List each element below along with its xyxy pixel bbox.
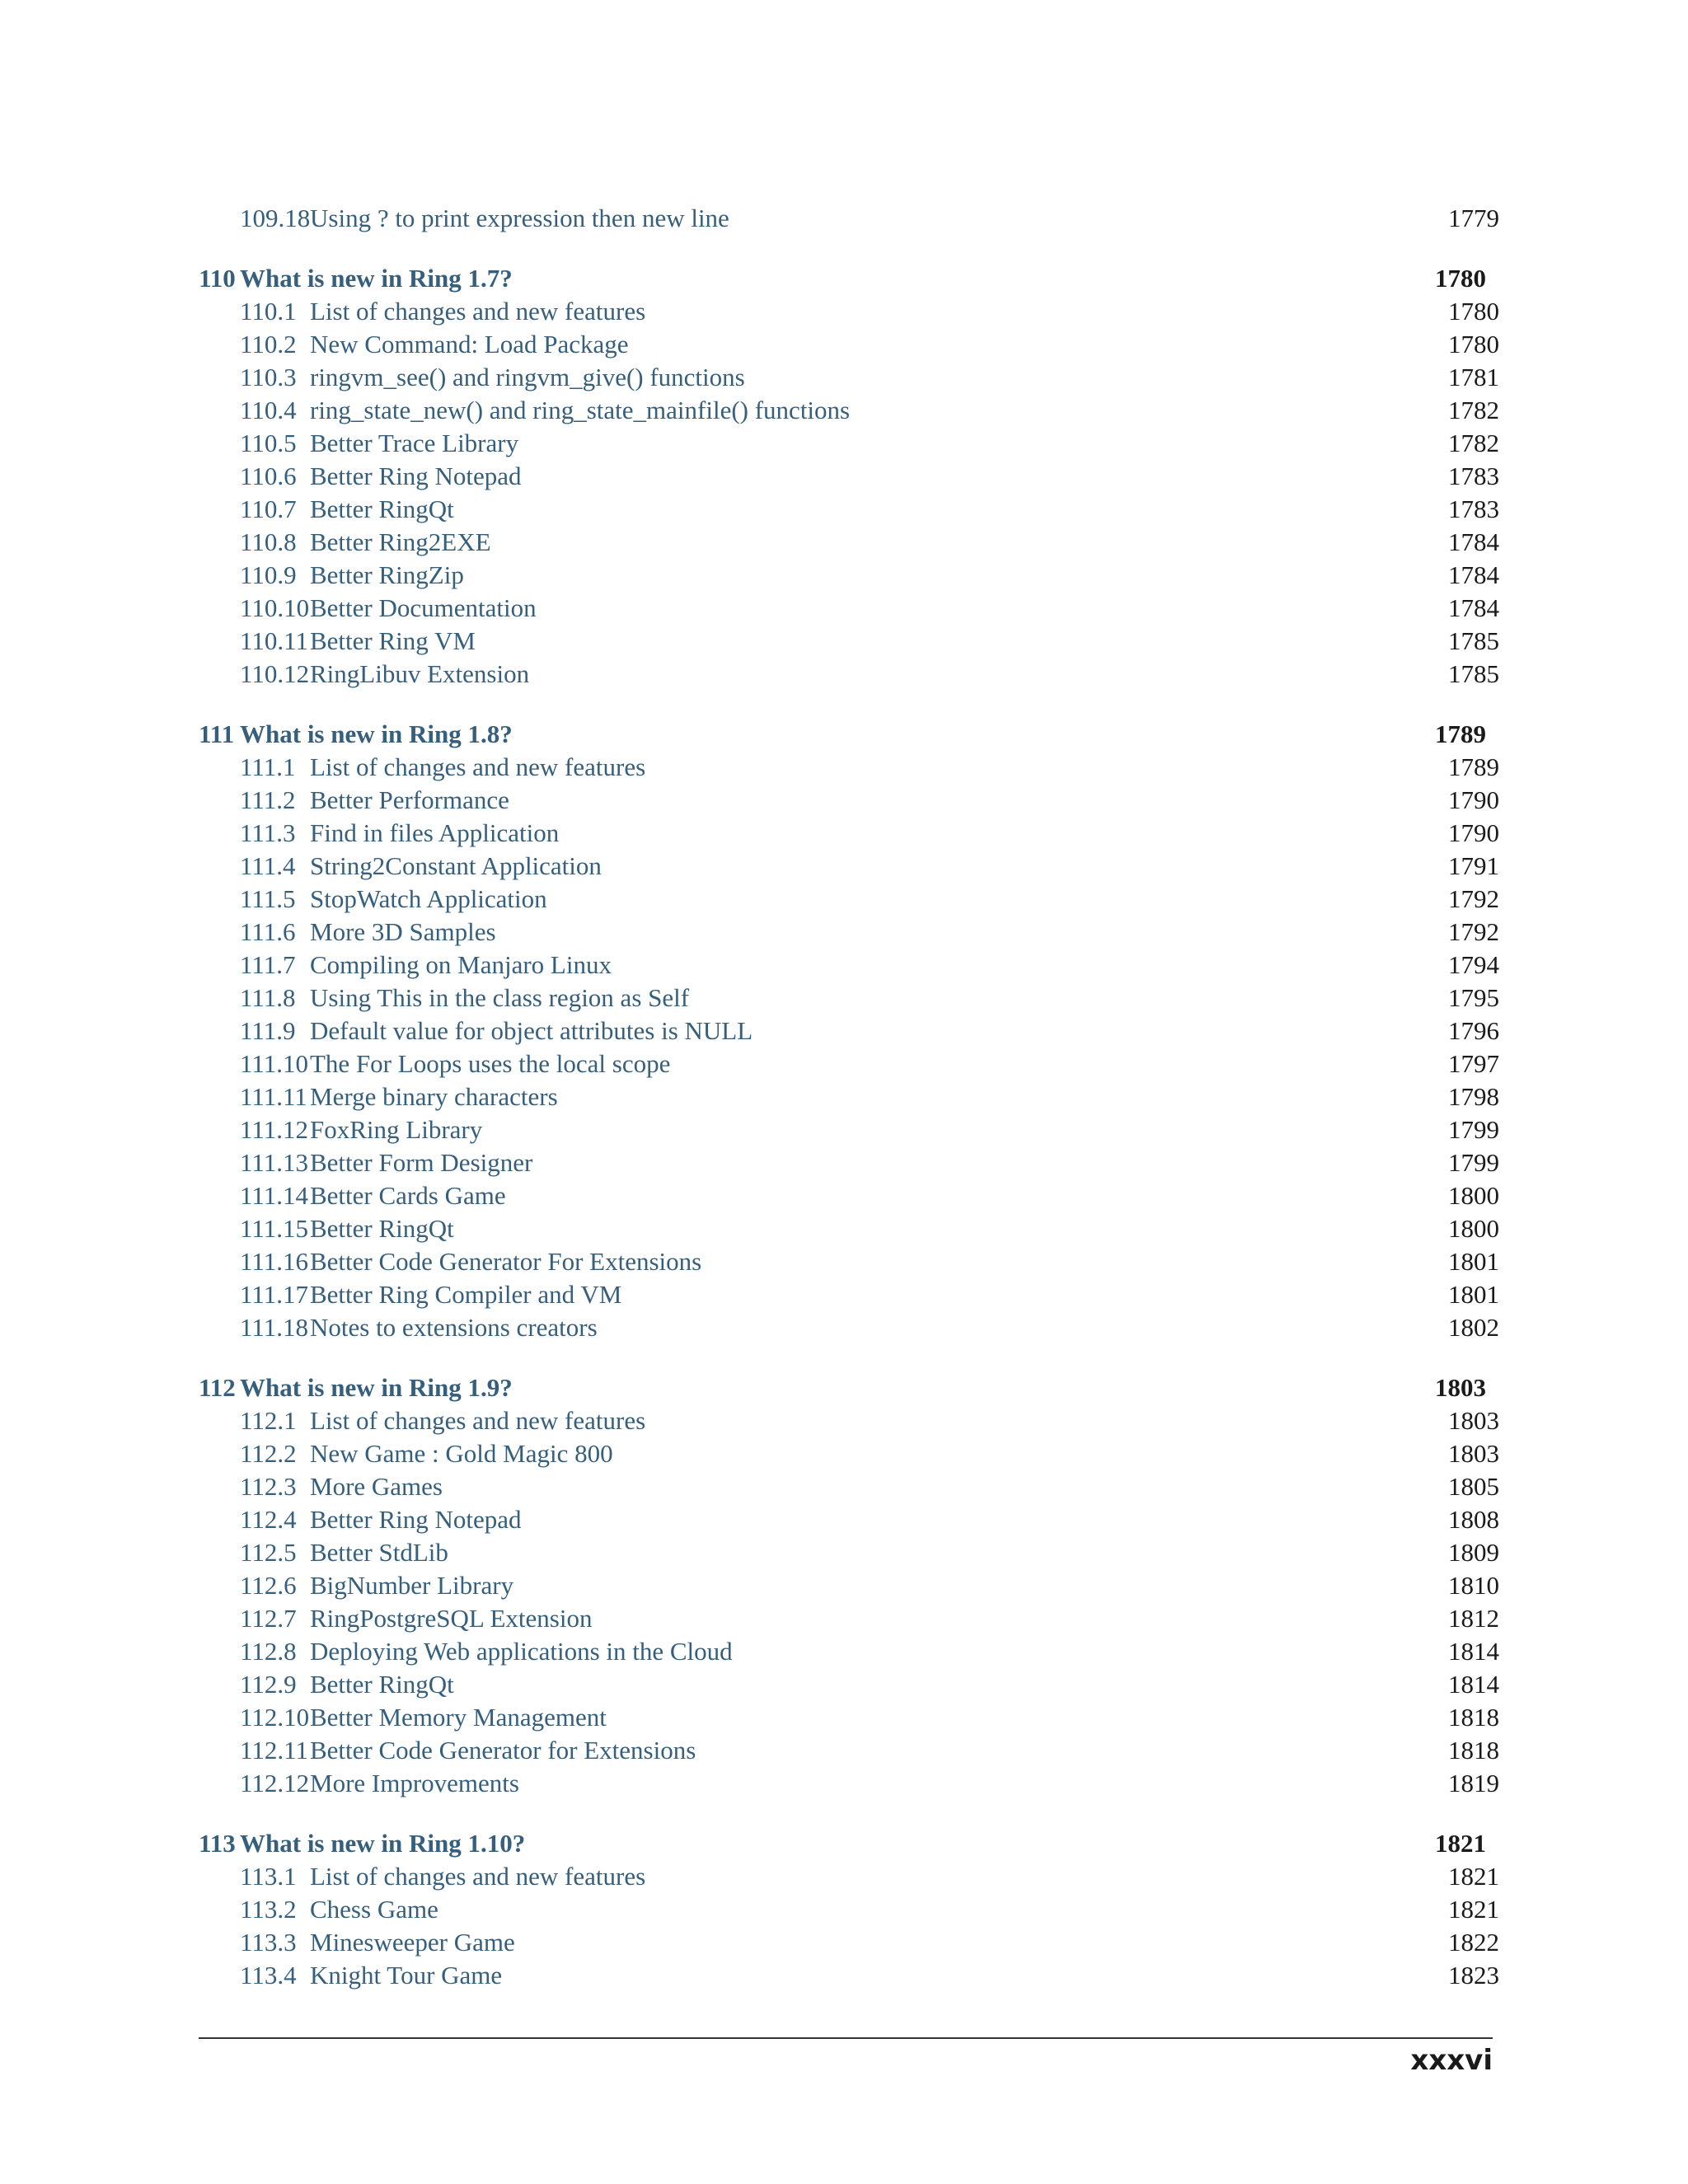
toc-entry-number: 112.5 [240, 1538, 297, 1567]
toc-entry-title[interactable]: Using This in the class region as Self [310, 982, 701, 1015]
toc-entry[interactable] [199, 817, 1499, 850]
toc-entry-page: 1790 [1448, 818, 1499, 847]
toc-entry[interactable] [199, 526, 1499, 559]
toc-entry[interactable] [199, 1635, 1499, 1668]
toc-entry-title[interactable]: List of changes and new features [310, 1404, 657, 1437]
toc-entry-number: 112.7 [240, 1604, 297, 1633]
toc-entry-title[interactable]: Better RingQt [310, 493, 466, 526]
chapter-number: 113 [199, 1829, 236, 1858]
toc-entry-number: 111.10 [240, 1049, 308, 1078]
toc-entry-title[interactable]: ring_state_new() and ring_state_mainfile() functions [310, 394, 861, 427]
toc-entry-page: 1812 [1448, 1604, 1499, 1633]
toc-entry[interactable] [199, 295, 1499, 328]
toc-entry[interactable] [199, 1245, 1499, 1278]
toc-entry-page: 1818 [1448, 1736, 1499, 1765]
toc-entry[interactable] [199, 982, 1499, 1015]
toc-entry[interactable] [199, 202, 1499, 235]
table-of-contents [199, 202, 1499, 1992]
toc-entry-title[interactable]: New Game : Gold Magic 800 [310, 1437, 625, 1470]
toc-entry-page: 1799 [1448, 1115, 1499, 1144]
toc-entry-number: 110.6 [240, 462, 297, 490]
toc-entry-number: 112.4 [240, 1505, 297, 1534]
toc-entry-title[interactable]: StopWatch Application [310, 883, 559, 916]
toc-entry-title[interactable]: List of changes and new features [310, 751, 657, 784]
toc-entry-number: 110.11 [240, 626, 308, 655]
toc-entry-number: 110.5 [240, 429, 297, 457]
toc-entry-page: 1785 [1448, 626, 1499, 655]
toc-entry-page: 1809 [1448, 1538, 1499, 1567]
toc-entry-page: 1799 [1448, 1148, 1499, 1177]
toc-entry[interactable] [199, 751, 1499, 784]
toc-entry-page: 1821 [1448, 1862, 1499, 1891]
toc-entry-page: 1794 [1448, 950, 1499, 979]
toc-chapter[interactable] [199, 1371, 1499, 1404]
toc-entry-page: 1785 [1448, 659, 1499, 688]
toc-entry[interactable] [199, 427, 1499, 460]
toc-entry-number: 111.2 [240, 785, 296, 814]
toc-entry-number: 113.4 [240, 1961, 297, 1990]
toc-entry-page: 1781 [1448, 363, 1499, 391]
toc-entry-title[interactable]: Better Ring Notepad [310, 1503, 533, 1536]
chapter-page: 1789 [1435, 719, 1486, 748]
toc-entry[interactable] [199, 361, 1499, 394]
toc-chapter[interactable] [199, 262, 1499, 295]
toc-entry-number: 112.8 [240, 1637, 297, 1666]
toc-entry-title[interactable]: Default value for object attributes is NULL [310, 1015, 764, 1047]
toc-entry[interactable] [199, 1668, 1499, 1701]
toc-entry-title[interactable]: Better Cards Game [310, 1179, 518, 1212]
toc-entry-number: 111.15 [240, 1214, 308, 1243]
toc-entry-number: 112.11 [240, 1736, 308, 1765]
toc-entry[interactable] [199, 1959, 1499, 1992]
toc-entry-title[interactable]: Better RingQt [310, 1668, 466, 1701]
toc-entry[interactable] [199, 1404, 1499, 1437]
toc-entry-number: 111.8 [240, 983, 296, 1012]
chapter-title[interactable]: What is new in Ring 1.7? [240, 264, 513, 293]
chapter-page: 1821 [1435, 1829, 1486, 1858]
toc-entry-page: 1792 [1448, 917, 1499, 946]
toc-entry-page: 1792 [1448, 884, 1499, 913]
toc-entry-number: 111.11 [240, 1082, 307, 1111]
toc-entry[interactable] [199, 784, 1499, 817]
toc-entry-number: 112.1 [240, 1406, 297, 1435]
toc-entry-title[interactable]: Better RingQt [310, 1212, 466, 1245]
toc-entry[interactable] [199, 1146, 1499, 1179]
toc-entry-title[interactable]: Knight Tour Game [310, 1959, 513, 1992]
toc-entry-number: 110.9 [240, 560, 297, 589]
toc-entry[interactable] [199, 328, 1499, 361]
toc-chapter[interactable] [199, 718, 1499, 751]
toc-entry-title[interactable]: The For Loops uses the local scope [310, 1047, 682, 1080]
toc-entry-title[interactable]: Merge binary characters [310, 1080, 570, 1113]
toc-entry[interactable] [199, 1734, 1499, 1767]
chapter-page: 1780 [1435, 264, 1486, 293]
toc-entry-page: 1779 [1448, 204, 1499, 232]
toc-entry-title[interactable]: RingPostgreSQL Extension [310, 1602, 603, 1635]
toc-entry[interactable] [199, 1536, 1499, 1569]
toc-entry[interactable] [199, 1015, 1499, 1047]
chapter-title[interactable]: What is new in Ring 1.9? [240, 1373, 513, 1402]
toc-entry-number: 112.3 [240, 1472, 297, 1501]
toc-entry[interactable] [199, 1860, 1499, 1893]
toc-entry-number: 110.2 [240, 330, 297, 359]
toc-entry-page: 1780 [1448, 297, 1499, 326]
toc-entry-number: 111.16 [240, 1247, 308, 1276]
toc-entry[interactable] [199, 1047, 1499, 1080]
toc-entry-title[interactable]: Better Ring Notepad [310, 460, 533, 493]
toc-entry-number: 113.1 [240, 1862, 297, 1891]
toc-entry-page: 1819 [1448, 1769, 1499, 1797]
toc-entry[interactable] [199, 949, 1499, 982]
toc-entry[interactable] [199, 1602, 1499, 1635]
toc-entry[interactable] [199, 1278, 1499, 1311]
toc-entry-title[interactable]: Better Documentation [310, 592, 548, 625]
toc-entry-title[interactable]: List of changes and new features [310, 295, 657, 328]
toc-entry-number: 110.8 [240, 527, 297, 556]
toc-entry-title[interactable]: Better RingZip [310, 559, 476, 592]
toc-entry-title[interactable]: List of changes and new features [310, 1860, 657, 1893]
toc-entry-page: 1822 [1448, 1928, 1499, 1957]
toc-entry-page: 1795 [1448, 983, 1499, 1012]
toc-entry[interactable] [199, 1179, 1499, 1212]
toc-entry-title[interactable]: Better Code Generator For Extensions [310, 1245, 713, 1278]
toc-entry[interactable] [199, 1893, 1499, 1926]
chapter-page: 1803 [1435, 1373, 1486, 1402]
toc-entry-page: 1821 [1448, 1895, 1499, 1924]
toc-entry[interactable] [199, 1767, 1499, 1800]
toc-entry-page: 1800 [1448, 1214, 1499, 1243]
toc-chapter[interactable] [199, 1827, 1499, 1860]
toc-entry-title[interactable]: Compiling on Manjaro Linux [310, 949, 623, 982]
toc-entry-page: 1783 [1448, 462, 1499, 490]
toc-entry-page: 1801 [1448, 1247, 1499, 1276]
toc-entry-title[interactable]: Deploying Web applications in the Cloud [310, 1635, 744, 1668]
toc-entry-page: 1784 [1448, 560, 1499, 589]
toc-entry[interactable] [199, 1569, 1499, 1602]
toc-entry[interactable] [199, 1470, 1499, 1503]
toc-entry-title[interactable]: RingLibuv Extension [310, 658, 541, 691]
toc-entry-number: 112.10 [240, 1703, 310, 1732]
toc-entry-page: 1814 [1448, 1670, 1499, 1699]
toc-entry-title[interactable]: FoxRing Library [310, 1113, 494, 1146]
chapter-title[interactable]: What is new in Ring 1.8? [240, 719, 513, 748]
toc-entry-page: 1798 [1448, 1082, 1499, 1111]
chapter-number: 111 [199, 719, 235, 748]
toc-entry-title[interactable]: More 3D Samples [310, 916, 508, 949]
chapter-title[interactable]: What is new in Ring 1.10? [240, 1829, 526, 1858]
toc-entry-title[interactable]: Minesweeper Game [310, 1926, 527, 1959]
toc-entry-page: 1805 [1448, 1472, 1499, 1501]
toc-entry-title[interactable]: New Command: Load Package [310, 328, 640, 361]
toc-entry-number: 113.3 [240, 1928, 297, 1957]
toc-entry-page: 1801 [1448, 1280, 1499, 1309]
toc-entry-title[interactable]: Better Ring2EXE [310, 526, 503, 559]
toc-entry-page: 1803 [1448, 1439, 1499, 1468]
toc-entry-number: 112.2 [240, 1439, 297, 1468]
toc-entry[interactable] [199, 394, 1499, 427]
toc-entry[interactable] [199, 883, 1499, 916]
toc-entry-number: 110.7 [240, 494, 297, 523]
toc-entry-number: 112.12 [240, 1769, 310, 1797]
toc-entry[interactable] [199, 1080, 1499, 1113]
footer-page-number: xxxvi [1410, 2044, 1493, 2077]
toc-entry-number: 112.6 [240, 1571, 297, 1600]
toc-entry[interactable] [199, 1113, 1499, 1146]
toc-entry-title[interactable]: Chess Game [310, 1893, 450, 1926]
toc-entry[interactable] [199, 559, 1499, 592]
toc-entry-title[interactable]: ringvm_see() and ringvm_give() functions [310, 361, 757, 394]
toc-entry[interactable] [199, 1926, 1499, 1959]
toc-entry-page: 1782 [1448, 429, 1499, 457]
toc-entry[interactable] [199, 493, 1499, 526]
toc-entry-number: 111.4 [240, 851, 296, 880]
toc-entry-title[interactable]: More Improvements [310, 1767, 531, 1800]
toc-entry-title[interactable]: Better Trace Library [310, 427, 530, 460]
toc-entry[interactable] [199, 1437, 1499, 1470]
toc-entry-number: 111.12 [240, 1115, 308, 1144]
toc-entry-number: 111.7 [240, 950, 296, 979]
toc-entry[interactable] [199, 916, 1499, 949]
toc-entry-page: 1780 [1448, 330, 1499, 359]
toc-entry-number: 112.9 [240, 1670, 297, 1699]
toc-entry-page: 1818 [1448, 1703, 1499, 1732]
toc-entry-title[interactable]: Better Code Generator for Extensions [310, 1734, 707, 1767]
toc-entry-title[interactable]: More Games [310, 1470, 454, 1503]
toc-entry[interactable] [199, 460, 1499, 493]
toc-entry-number: 113.2 [240, 1895, 297, 1924]
toc-entry[interactable] [199, 1311, 1499, 1344]
toc-entry-title[interactable]: String2Constant Application [310, 850, 613, 883]
toc-entry-title[interactable]: Better Performance [310, 784, 521, 817]
toc-entry-number: 111.5 [240, 884, 296, 913]
toc-entry-number: 111.17 [240, 1280, 308, 1309]
toc-entry-page: 1797 [1448, 1049, 1499, 1078]
toc-entry-number: 110.3 [240, 363, 297, 391]
toc-entry[interactable] [199, 850, 1499, 883]
toc-entry-title[interactable]: Better Memory Management [310, 1701, 618, 1734]
toc-entry-number: 109.18 [240, 204, 311, 232]
toc-entry-number: 111.14 [240, 1181, 308, 1210]
toc-entry[interactable] [199, 1212, 1499, 1245]
toc-entry-page: 1808 [1448, 1505, 1499, 1534]
toc-entry-page: 1784 [1448, 527, 1499, 556]
toc-entry-title[interactable]: Better Ring VM [310, 625, 487, 658]
toc-entry[interactable] [199, 1701, 1499, 1734]
toc-entry-page: 1800 [1448, 1181, 1499, 1210]
toc-entry-page: 1791 [1448, 851, 1499, 880]
toc-entry-page: 1789 [1448, 752, 1499, 781]
toc-entry-page: 1802 [1448, 1313, 1499, 1342]
toc-entry-number: 110.12 [240, 659, 310, 688]
toc-entry-page: 1796 [1448, 1016, 1499, 1045]
toc-entry-page: 1823 [1448, 1961, 1499, 1990]
toc-entry-number: 110.4 [240, 396, 297, 424]
toc-entry-title[interactable]: BigNumber Library [310, 1569, 525, 1602]
toc-entry-title[interactable]: Notes to extensions creators [310, 1311, 609, 1344]
toc-entry-title[interactable]: Better StdLib [310, 1536, 460, 1569]
toc-entry-number: 111.3 [240, 818, 296, 847]
toc-entry-title[interactable]: Better Ring Compiler and VM [310, 1278, 633, 1311]
toc-entry[interactable] [199, 592, 1499, 625]
toc-entry-title[interactable]: Find in files Application [310, 817, 570, 850]
toc-entry-page: 1784 [1448, 593, 1499, 622]
toc-entry[interactable] [199, 625, 1499, 658]
toc-entry-number: 110.1 [240, 297, 297, 326]
toc-entry-number: 111.13 [240, 1148, 308, 1177]
toc-entry-title[interactable]: Using ? to print expression then new line [310, 202, 741, 235]
chapter-number: 110 [199, 264, 236, 293]
toc-entry-number: 111.6 [240, 917, 296, 946]
toc-entry-number: 111.1 [240, 752, 296, 781]
toc-entry-page: 1803 [1448, 1406, 1499, 1435]
toc-entry-number: 111.9 [240, 1016, 296, 1045]
toc-entry-page: 1790 [1448, 785, 1499, 814]
toc-entry-page: 1814 [1448, 1637, 1499, 1666]
chapter-number: 112 [199, 1373, 236, 1402]
toc-entry-number: 110.10 [240, 593, 310, 622]
footer-divider [199, 2037, 1493, 2039]
toc-entry-title[interactable]: Better Form Designer [310, 1146, 544, 1179]
toc-entry[interactable] [199, 658, 1499, 691]
toc-entry[interactable] [199, 1503, 1499, 1536]
toc-entry-page: 1783 [1448, 494, 1499, 523]
toc-entry-number: 111.18 [240, 1313, 308, 1342]
toc-entry-page: 1782 [1448, 396, 1499, 424]
toc-entry-page: 1810 [1448, 1571, 1499, 1600]
